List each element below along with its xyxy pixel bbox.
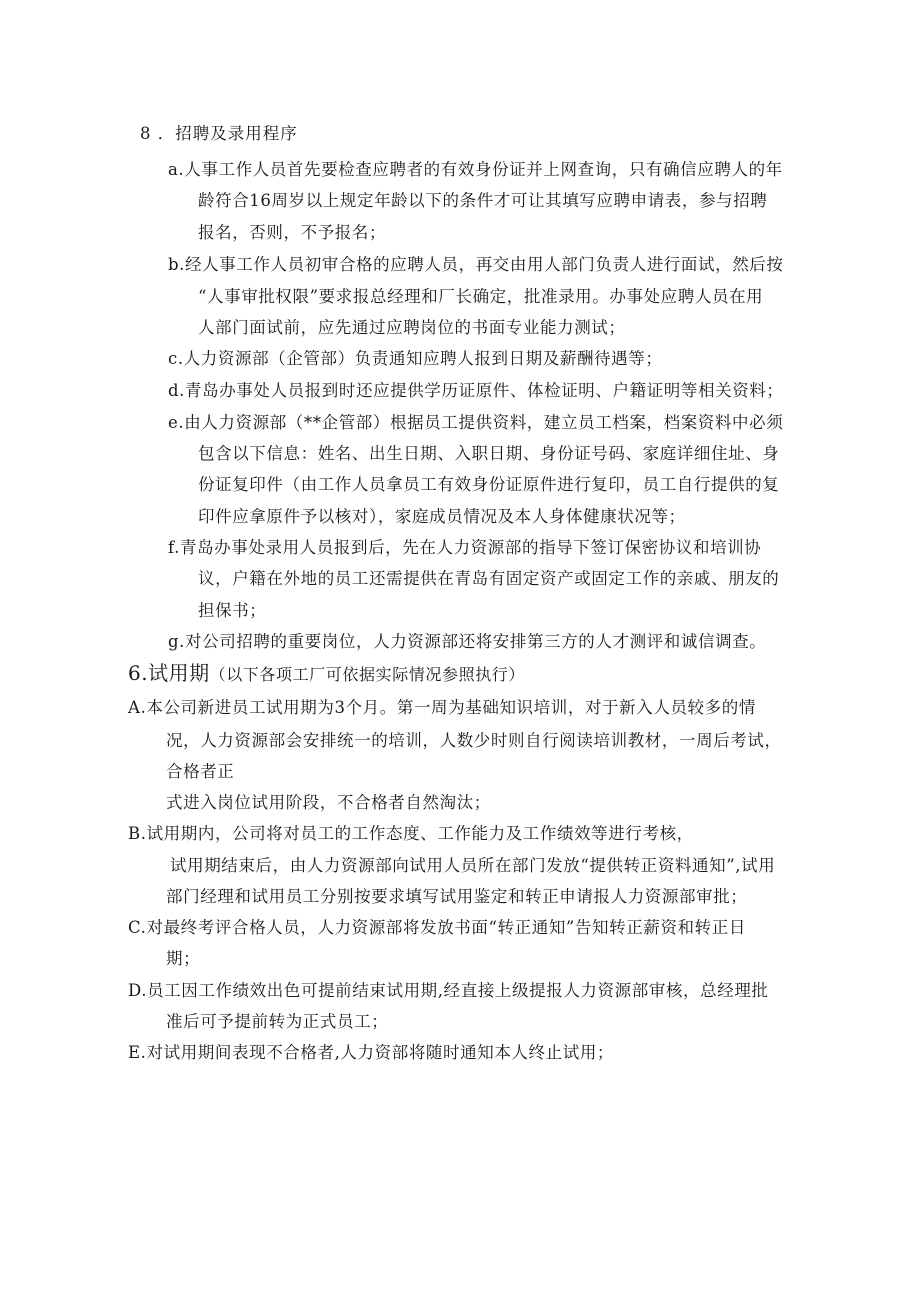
item-line: d.青岛办事处人员报到时还应提供学历证原件、体检证明、户籍证明等相关资料；: [168, 381, 784, 400]
item-line: a.人事工作人员首先要检查应聘者的有效身份证并上网查询，只有确信应聘人的年: [168, 160, 783, 179]
item-line: 人部门面试前，应先通过应聘岗位的书面专业能力测试；: [198, 318, 626, 337]
item-line: 包含以下信息：姓名、出生日期、入职日期、身份证号码、家庭详细住址、身: [198, 444, 780, 463]
item-line: g.对公司招聘的重要岗位，人力资源部还将安排第三方的人才测评和诚信调查。: [168, 632, 767, 651]
item-line: 合格者正: [166, 762, 235, 781]
item-line: E.对试用期间表现不合格者,人力资部将随时通知本人终止试用；: [128, 1043, 615, 1062]
item-line: 议，户籍在外地的员工还需提供在青岛有固定资产或固定工作的亲戚、朋友的: [198, 569, 780, 588]
item-line: 式进入岗位试用阶段，不合格者自然淘汰；: [166, 793, 491, 812]
item-line: B.试用期内，公司将对员工的工作态度、工作能力及工作绩效等进行考核，: [128, 824, 694, 843]
item-line: 报名，否则，不予报名；: [198, 223, 387, 242]
item-line: c.人力资源部（企管部）负责通知应聘人报到日期及薪酬待遇等；: [168, 349, 663, 368]
item-line: f.青岛办事处录用人员报到后，先在人力资源部的指导下签订保密协议和培训协: [168, 538, 762, 557]
item-line: 况，人力资源部会安排统一的培训，人数少时则自行阅读培训教材，一周后考试，: [166, 731, 782, 750]
item-line: A.本公司新进员工试用期为3个月。第一周为基础知识培训，对于新入人员较多的情: [128, 698, 756, 717]
section-6-title: 6.试用期: [128, 661, 210, 685]
item-line: 担保书；: [198, 601, 267, 620]
section-6-heading: [128, 662, 525, 686]
item-line: 期；: [166, 949, 201, 968]
item-line: 份证复印件（由工作人员拿员工有效身份证原件进行复印，员工自行提供的复: [198, 475, 780, 494]
item-line: 印件应拿原件予以核对），家庭成员情况及本人身体健康状况等；: [198, 507, 686, 526]
item-line: “人事审批权限”要求报总经理和厂长确定，批准录用。办事处应聘人员在用: [198, 287, 764, 306]
item-line: D.员工因工作绩效出色可提前结束试用期,经直接上级提报人力资源部审核，总经理批: [128, 981, 769, 1000]
item-line: 准后可予提前转为正式员工；: [166, 1012, 389, 1031]
item-line: e.由人力资源部（**企管部）根据员工提供资料，建立员工档案，档案资料中必须: [168, 413, 784, 432]
item-line: C.对最终考评合格人员，人力资源部将发放书面“转正通知”告知转正薪资和转正日: [128, 918, 746, 937]
item-line: 龄符合16周岁以上规定年龄以下的条件才可让其填写应聘申请表，参与招聘: [198, 191, 768, 210]
section-6-note: （以下各项工厂可依据实际情况参照执行）: [209, 665, 525, 684]
item-line: 部门经理和试用员工分别按要求填写试用鉴定和转正申请报人力资源部审批；: [166, 887, 748, 906]
section-8-heading: 8 ．招聘及录用程序: [140, 124, 298, 143]
item-line: 试用期结束后，由人力资源部向试用人员所在部门发放“提供转正资料通知”,试用: [170, 856, 776, 875]
item-line: b.经人事工作人员初审合格的应聘人员，再交由用人部门负责人进行面试，然后按: [168, 255, 784, 274]
